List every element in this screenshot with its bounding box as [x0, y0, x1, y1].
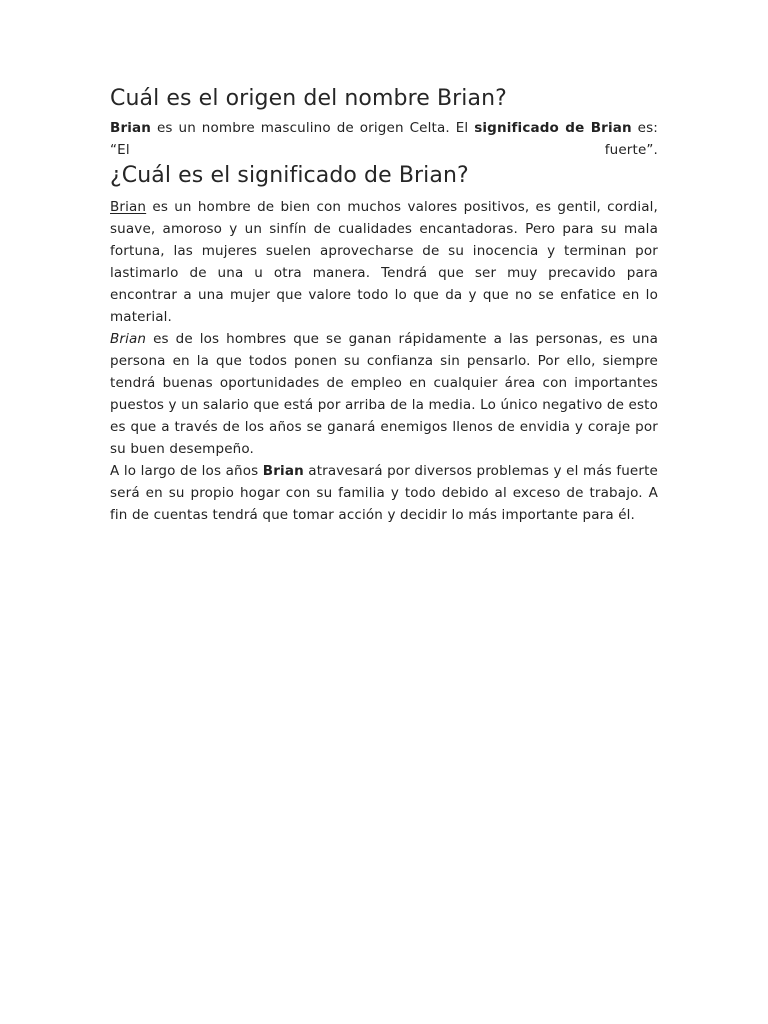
- significado-bold-term: significado de Brian: [474, 120, 632, 136]
- brian-bold-term: Brian: [110, 120, 152, 136]
- brian-link[interactable]: Brian: [110, 199, 147, 215]
- intro-text-b: es: “El fuerte”.: [110, 120, 659, 158]
- brian-bold-term-2: Brian: [262, 463, 304, 479]
- intro-text-a: es un nombre masculino de origen Celta. El: [151, 120, 475, 136]
- paragraph-1-text: es un hombre de bien con muchos valores positivos, es gentil, cordial, suave, amoroso y un sinfín de cualidades encantadoras. Pero para su mala fortuna, las mujeres suelen aprovecharse de su inocencia y terminan por lastimarlo de una u otra manera. Tendrá que ser muy precavido para encontrar a una mujer que valore todo lo que da y que no se enfatice en lo material.: [110, 199, 658, 325]
- brian-italic-term: Brian: [110, 331, 147, 347]
- paragraph-3: [110, 460, 658, 526]
- document-content: [110, 84, 658, 526]
- heading-meaning: ¿Cuál es el significado de Brian?: [110, 163, 469, 188]
- paragraph-1: [110, 196, 658, 328]
- paragraph-3-text-b: atravesará por diversos problemas y el más fuerte será en su propio hogar con su familia y todo debido al exceso de trabajo. A fin de cuentas tendrá que tomar acción y decidir lo más importante para él.: [110, 463, 658, 523]
- meaning-body: [110, 196, 658, 526]
- paragraph-3-text-a: A lo largo de los años: [110, 463, 263, 479]
- paragraph-2: [110, 328, 658, 460]
- intro-paragraph: [110, 117, 658, 161]
- paragraph-2-text: es de los hombres que se ganan rápidamente a las personas, es una persona en la que todos ponen su confianza sin pensarlo. Por ello, siempre tendrá buenas oportunidades de empleo en cualquier área con importantes puestos y un salario que está por arriba de la media. Lo único negativo de esto es que a través de los años se ganará enemigos llenos de envidia y coraje por su buen desempeño.: [110, 331, 658, 457]
- heading-origin: Cuál es el origen del nombre Brian?: [110, 86, 507, 111]
